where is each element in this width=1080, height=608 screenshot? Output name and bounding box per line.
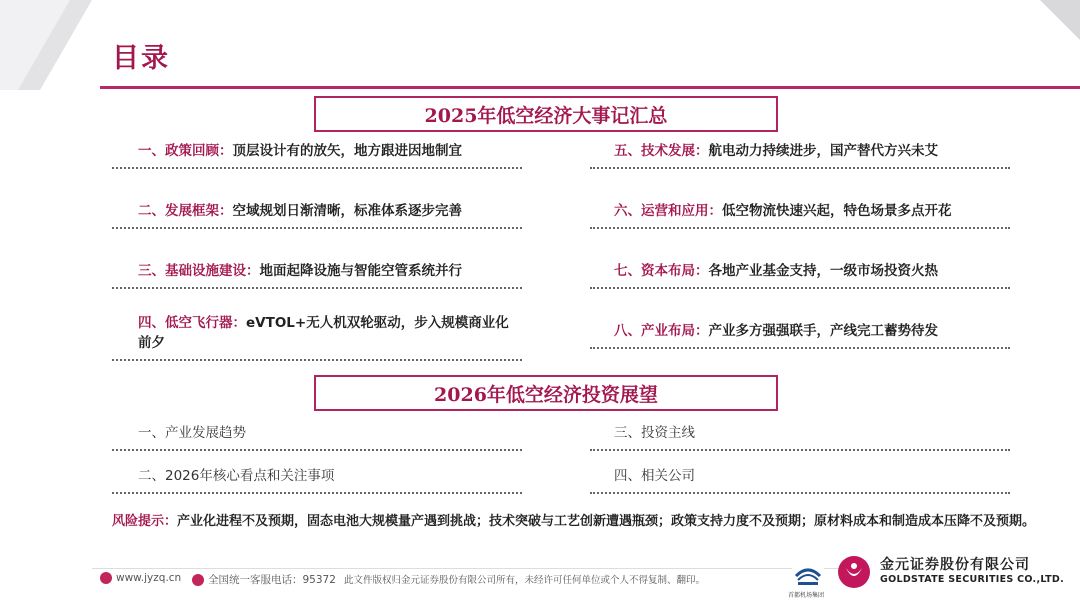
phone-icon: [192, 574, 204, 586]
list-item[interactable]: [590, 261, 1010, 289]
list-item[interactable]: [590, 201, 1010, 229]
footer-hotline: [192, 572, 336, 587]
footer-divider: [92, 568, 852, 569]
company-name-en: GOLDSTATE SECURITIES CO.,LTD.: [880, 574, 1065, 585]
item-text: 二、2026年核心看点和关注事项: [138, 468, 335, 484]
globe-icon: [100, 572, 112, 584]
title-divider: [100, 86, 1080, 89]
risk-label: 风险提示：: [112, 514, 178, 529]
item-text: 四、相关公司: [614, 468, 695, 484]
footer: [0, 557, 1080, 608]
page-title: 目录: [112, 43, 170, 74]
company-logo: [788, 552, 1065, 600]
list-item[interactable]: [590, 423, 1010, 451]
goldstate-emblem-icon: [836, 554, 872, 590]
list-item[interactable]: [112, 201, 522, 229]
item-heading: 三、基础设施建设：: [138, 263, 260, 279]
item-description: 空域规划日渐清晰，标准体系逐步完善: [232, 203, 462, 219]
company-name-cn: 金元证券股份有限公司: [880, 557, 1030, 573]
item-heading: 五、技术发展：: [614, 143, 709, 159]
section-title-2025: 2025年低空经济大事记汇总: [314, 96, 778, 132]
risk-notice: [112, 512, 1042, 532]
list-item[interactable]: [112, 261, 522, 289]
list-item[interactable]: [112, 141, 522, 169]
item-text: 一、产业发展趋势: [138, 425, 246, 441]
footer-copyright: [344, 572, 705, 586]
airport-group-icon: [792, 558, 824, 590]
item-description: 各地产业基金支持，一级市场投资火热: [708, 263, 938, 279]
copyright-text: 此文件版权归金元证券股份有限公司所有，未经许可任何单位或个人不得复制、翻印。: [344, 575, 706, 586]
section-title-2026: 2026年低空经济投资展望: [314, 375, 778, 411]
list-item[interactable]: [590, 321, 1010, 349]
list-item[interactable]: [112, 313, 522, 361]
item-heading: 六、运营和应用：: [614, 203, 722, 219]
group-name: 首都机场集团: [788, 592, 825, 599]
item-heading: 七、资本布局：: [614, 263, 709, 279]
item-description: eVTOL+无人机双轮驱动，步入规模商业化前夕: [138, 315, 509, 351]
risk-text: 产业化进程不及预期，固态电池大规模量产遇到挑战；技术突破与工艺创新遭遇瓶颈；政策支持力度不及预期；原材料成本和制造成本压降不及预期。: [177, 514, 1036, 529]
item-heading: 四、低空飞行器：: [138, 315, 246, 331]
item-text: 三、投资主线: [614, 425, 695, 441]
list-item[interactable]: [112, 466, 522, 494]
item-description: 航电动力持续进步，国产替代方兴未艾: [708, 143, 938, 159]
footer-website[interactable]: [100, 572, 181, 584]
hotline-text: 全国统一客服电话：95372: [208, 574, 336, 586]
item-heading: 二、发展框架：: [138, 203, 233, 219]
list-item[interactable]: [590, 466, 1010, 494]
item-description: 低空物流快速兴起，特色场景多点开花: [722, 203, 952, 219]
item-description: 顶层设计有的放矢，地方跟进因地制宜: [232, 143, 462, 159]
item-description: 地面起降设施与智能空管系统并行: [259, 263, 462, 279]
item-heading: 八、产业布局：: [614, 323, 709, 339]
website-text: www.jyzq.cn: [116, 572, 182, 584]
item-heading: 一、政策回顾：: [138, 143, 233, 159]
list-item[interactable]: [112, 423, 522, 451]
item-description: 产业多方强强联手，产线完工蓄势待发: [708, 323, 938, 339]
list-item[interactable]: [590, 141, 1010, 169]
